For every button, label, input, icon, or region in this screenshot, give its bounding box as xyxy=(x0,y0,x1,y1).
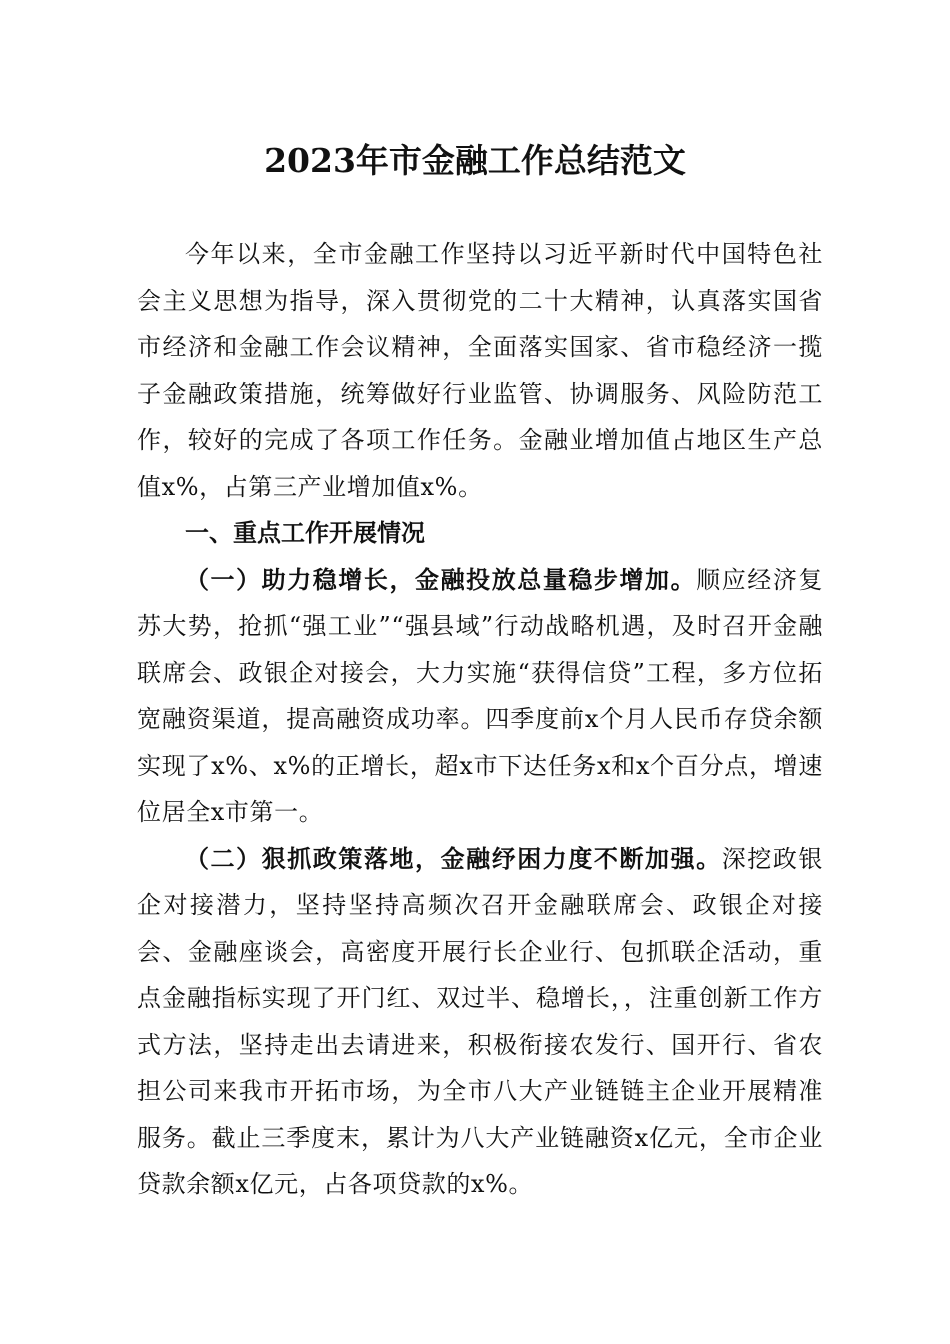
section-heading: 一、重点工作开展情况 xyxy=(185,518,425,547)
document-title: 2023年市金融工作总结范文 xyxy=(264,141,686,180)
item2-paragraph xyxy=(137,836,823,1208)
item2-text: 深挖政银企对接潜力，坚持坚持高频次召开金融联席会、政银企对接会、金融座谈会，高密度开展行长企业行、包抓联企活动，重点金融指标实现了开门红、双过半、稳增长，，注重创新工作方式方法，坚持走出去请进来，积极衔接农发行、国开行、省农担公司来我市开拓市场，为全市八大产业链链主企业开展精准服务。截止三季度末，累计为八大产业链融资x亿元，全市企业贷款余额x亿元，占各项贷款的x%。 xyxy=(137,844,823,1198)
item1-lead: （一）助力稳增长，金融投放总量稳步增加。 xyxy=(185,564,697,594)
item1-paragraph xyxy=(137,557,823,836)
document-body xyxy=(137,231,823,1208)
item1-text: 顺应经济复苏大势，抢抓“强工业”“强县域”行动战略机遇，及时召开金融联席会、政银企对接会，大力实施“获得信贷”工程，多方位拓宽融资渠道，提高融资成功率。四季度前x个月人民币存贷余额实现了x%、x%的正增长，超x市下达任务x和x个百分点，增速位居全x市第一。 xyxy=(137,565,824,826)
intro-paragraph: 今年以来，全市金融工作坚持以习近平新时代中国特色社会主义思想为指导，深入贯彻党的二十大精神，认真落实国省市经济和金融工作会议精神，全面落实国家、省市稳经济一揽子金融政策措施，统筹做好行业监管、协调服务、风险防范工作，较好的完成了各项工作任务。金融业增加值占地区生产总值x%，占第三产业增加值x%。 xyxy=(137,240,823,501)
item2-lead: （二）狠抓政策落地，金融纾困力度不断加强。 xyxy=(185,843,722,873)
